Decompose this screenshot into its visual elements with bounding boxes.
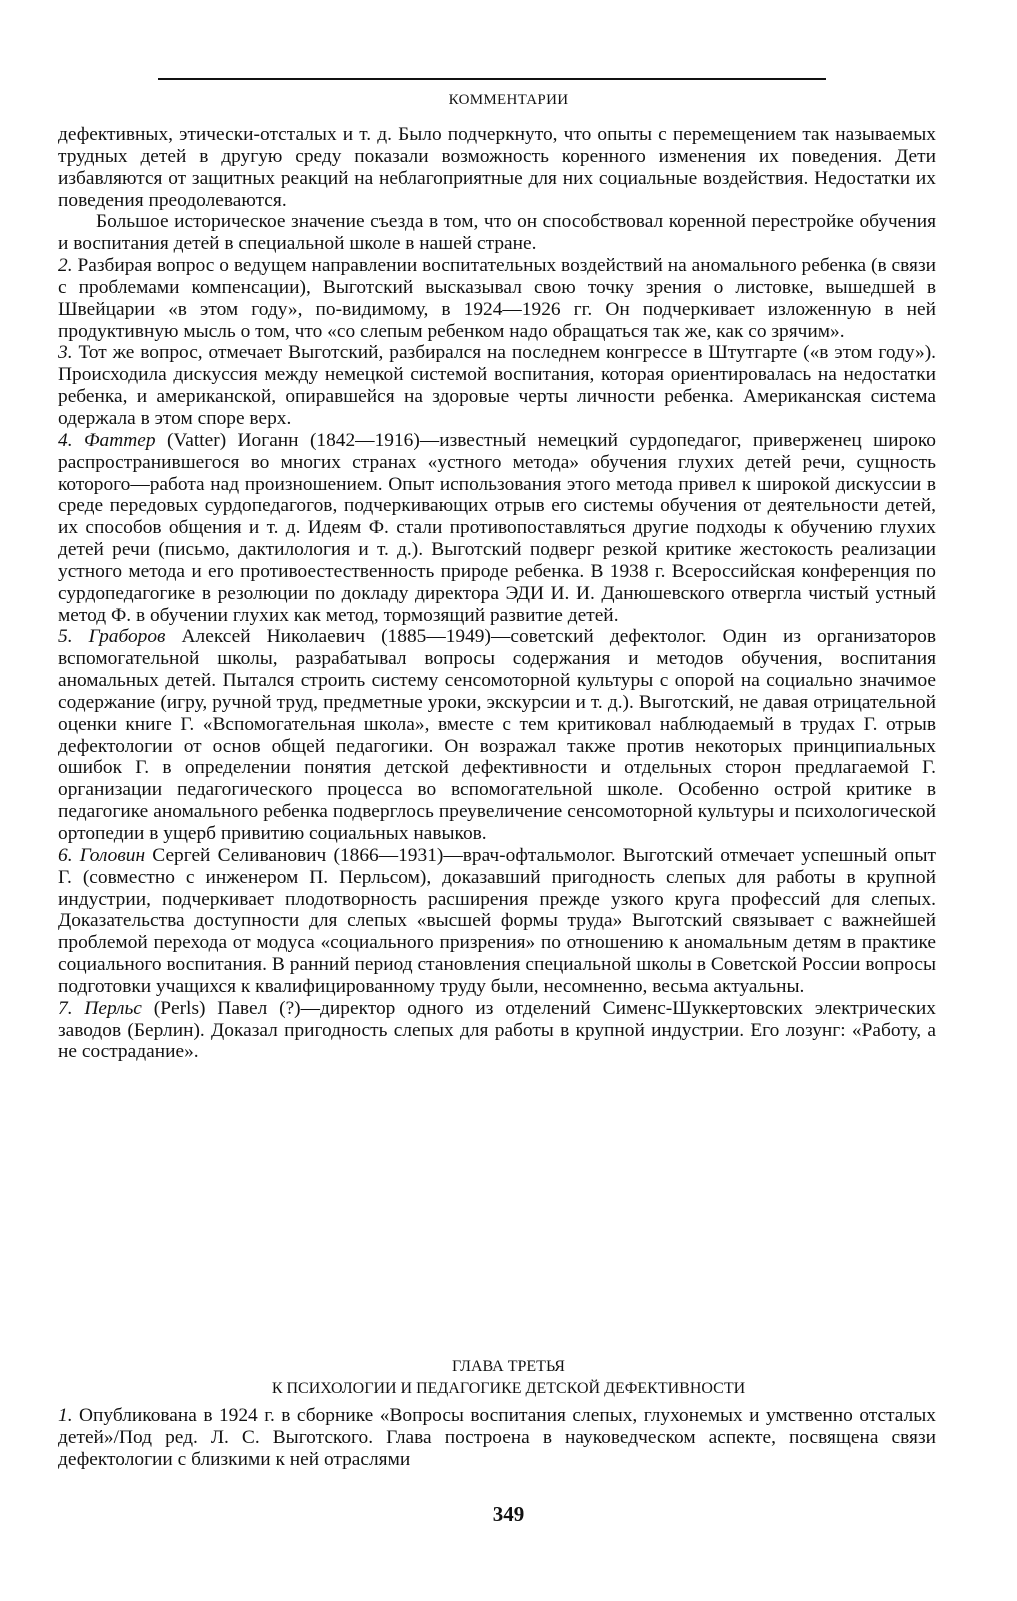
note-number: 1. bbox=[58, 1405, 73, 1426]
note-number: 6. bbox=[58, 844, 73, 866]
page-number: 349 bbox=[492, 1502, 525, 1526]
note-person-name: Перльс bbox=[84, 997, 142, 1019]
note-number: 4. bbox=[58, 429, 73, 451]
note-person-name: Головин bbox=[79, 844, 146, 866]
note-item bbox=[58, 255, 936, 342]
note-text: (Perls) Павел (?)—директор одного из отделений Сименс-Шуккертовских электрических заводов (Берлин). Доказал пригодность слепых для работы в крупной индустрии. Его лозунг: «Работу, а не сострадание». bbox=[58, 997, 936, 1063]
note-number: 5. bbox=[58, 626, 73, 648]
chapter-title: К ПСИХОЛОГИИ И ПЕДАГОГИКЕ ДЕТСКОЙ ДЕФЕКТИВНОСТИ bbox=[271, 1380, 746, 1397]
note-text: Опубликована в 1924 г. в сборнике «Вопросы воспитания слепых, глухонемых и умственно отсталых детей»/Под ред. Л. С. Выготского. Глава построена в науковедческом аспекте, посвящена связи дефектологии с близкими к ней отраслями bbox=[58, 1405, 936, 1470]
note-number: 2. bbox=[58, 255, 73, 277]
note-text: (Vatter) Иоганн (1842—1916)—известный немецкий сурдопедагог, приверженец широко распространившегося во многих странах «устного метода» обучения глухих детей речи, сущность которого—работа над произношением. Опыт использования этого метода привел к широкой дискуссии в среде передовых сурдопедагогов, подчеркивающих отрыв его системы обучения от деятельности детей, их способов общения и т. д. Идеям Ф. стали противопоставляться другие подходы к обучению глухих детей речи (письмо, дактилология и т. д.). Выготский подверг резкой критике жестокость реализации устного метода и его противоестественность природе ребенка. В 1938 г. Всероссийская конференция по сурдопедагогике в резолюции по докладу директора ЭДИ И. И. Данюшевского отвергла чистый устный метод Ф. в обучении глухих как метод, тормозящий развитие детей. bbox=[58, 429, 936, 626]
note-item bbox=[58, 626, 936, 844]
intro-paragraph: дефективных, этически-отсталых и т. д. Было подчеркнуто, что опыты с перемещением так называемых трудных детей в другую среду показали возможность коренного изменения их поведения. Дети избавляются от защитных реакций на неблагоприятные для них социальные воздействия. Недостатки их поведения преодолеваются. bbox=[58, 124, 936, 211]
note-text: Алексей Николаевич (1885—1949)—советский дефектолог. Один из организаторов вспомогательной школы, разрабатывал вопросы содержания и методов обучения, воспитания аномальных детей. Пытался строить систему сенсомоторной культуры с опорой на социально значимое содержание (игру, ручной труд, предметные уроки, экскурсии и т. д.). Выготский, не давая отрицательной оценки книге Г. «Вспомогательная школа», вместе с тем критиковал наблюдаемый в трудах Г. отрыв дефектологии от основ общей педагогики. Он возражал также против некоторых принципиальных ошибок Г. в определении понятия детской дефективности и отдельных сторон предлагаемой Г. организации педагогического процесса во вспомогательной школе. Особенно острой критике в педагогике аномального ребенка подверглось преувеличение сенсомоторной культуры и психологической ортопедии в ущерб привитию социальных навыков. bbox=[58, 626, 936, 844]
note-text: Разбирая вопрос о ведущем направлении воспитательных воздействий на аномального ребенка (в связи с проблемами компенсации), Выготский высказывал свою точку зрения о листовке, вышедшей в Швейцарии «в этом году», по-видимому, в 1924—1926 гг. Он подчеркивает изложенную в ней продуктивную мысль о том, что «со слепым ребенком надо обращаться так же, как со зрячим». bbox=[58, 255, 936, 342]
note-text: Сергей Селиванович (1866—1931)—врач-офтальмолог. Выготский отмечает успешный опыт Г. (совместно с инженером П. Перльсом), доказавший пригодность слепых для работы в крупной индустрии, подчеркивает плодотворность расширения прежде узкого круга профессий для слепых. Доказательства доступности для слепых «высшей формы труда» Выготский связывает с важнейшей проблемой перехода от модуса «социального призрения» по отношению к аномальным детям в практике социального воспитания. В ранний период становления специальной школы в Советской России вопросы подготовки учащихся к квалифицированному труду были, несомненно, весьма актуальны. bbox=[58, 844, 936, 997]
note-text: Тот же вопрос, отмечает Выготский, разбирался на последнем конгрессе в Штутгарте («в этом году»). Происходила дискуссия между немецкой системой воспитания, которая ориентировалась на недостатки ребенка, и американской, опиравшейся на здоровые черты личности ребенка. Американская система одержала в этом споре верх. bbox=[58, 342, 937, 429]
note-item bbox=[58, 342, 936, 429]
chapter-heading bbox=[0, 1356, 1017, 1400]
intro-paragraph: Большое историческое значение съезда в том, что он способствовал коренной перестройке обучения и воспитания детей в специальной школе в нашей стране. bbox=[58, 211, 936, 255]
note-item bbox=[58, 430, 936, 627]
note-person-name: Граборов bbox=[88, 626, 166, 648]
commentary-body bbox=[58, 124, 936, 1063]
note-item bbox=[58, 998, 936, 1064]
note-number: 3. bbox=[58, 342, 73, 364]
note-item bbox=[58, 845, 936, 998]
chapter-commentary bbox=[58, 1405, 936, 1471]
note-person-name: Фаттер bbox=[83, 429, 156, 451]
chapter-label: ГЛАВА ТРЕТЬЯ bbox=[452, 1358, 565, 1375]
running-header: КОММЕНТАРИИ bbox=[448, 92, 569, 108]
note-number: 7. bbox=[58, 997, 73, 1019]
note-item bbox=[58, 1405, 936, 1471]
header-rule bbox=[158, 78, 826, 80]
